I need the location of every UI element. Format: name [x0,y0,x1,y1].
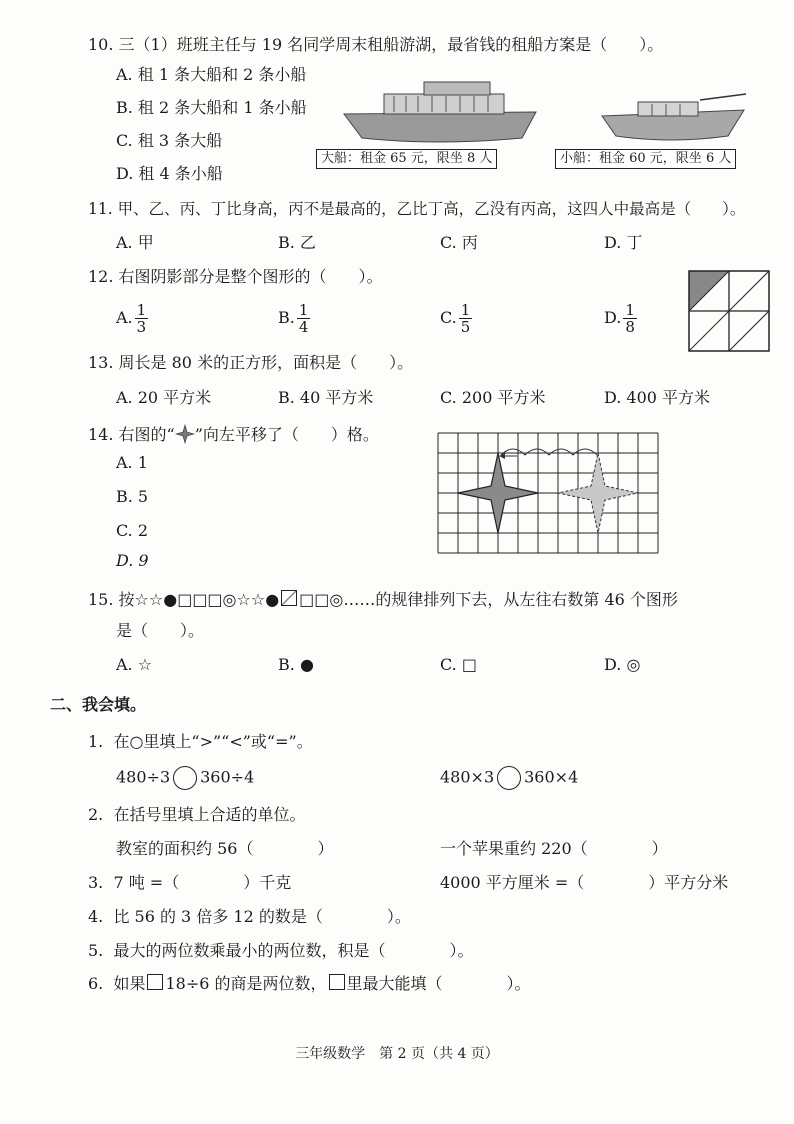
shaded-grid-figure [688,270,770,352]
compare-circle-left[interactable] [173,766,197,790]
q12-option-b: B. $\frac{1}{4}$ [278,301,309,336]
q11-option-d: D. 丁 [604,233,643,252]
q13-text: 13. 周长是 80 米的正方形，面积是（ ）。 [88,353,414,372]
fill-item-6: 6. 如果 18÷6 的商是两位数， 里最大能填（ ）。 [88,974,531,993]
q12-option-c: C. $\frac{1}{5}$ [440,301,471,336]
q14-option-c: C. 2 [116,521,149,540]
q15-text: 15. 按☆☆●□□□◎☆☆● □□◎……的规律排列下去，从左往右数第 46 个图形 [88,590,678,609]
q10-option-c: C. 租 3 条大船 [116,131,223,150]
q10-option-a: A. 租 1 条大船和 2 条小船 [116,65,307,84]
four-point-star-icon [175,424,195,444]
q12-option-a: A. $\frac{1}{3}$ [116,301,147,336]
q13-option-c: C. 200 平方米 [440,388,546,407]
unit-left: 教室的面积约 56（ ） [116,839,334,858]
q15-option-c: C. □ [440,655,477,674]
fill-item-5: 5. 最大的两位数乘最小的两位数，积是（ ）。 [88,941,474,960]
fill-item-3: 3. 7 吨 =（ ）千克 [88,873,292,892]
unit-right: 一个苹果重约 220（ ） [440,839,668,858]
compare-circle-right[interactable] [497,766,521,790]
compare-right: 480×3 360×4 [440,766,578,790]
fill-item-1: 1. 在○里填上“>”“<”或“=”。 [88,732,313,751]
fill-item-4: 4. 比 56 的 3 倍多 12 的数是（ ）。 [88,907,411,926]
small-boat-image [600,90,750,146]
translation-grid-figure [437,432,661,556]
compare-left: 480÷3 360÷4 [116,766,254,790]
q10-option-d: D. 租 4 条小船 [116,164,223,183]
q11-text: 11. 甲、乙、丙、丁比身高，丙不是最高的，乙比丁高，乙没有丙高，这四人中最高是（ ）。 [88,200,746,218]
blank-box-ref [329,974,345,990]
q15-option-a: A. ☆ [116,655,153,674]
q12-text: 12. 右图阴影部分是整个图形的（ ）。 [88,267,383,286]
page-footer: 三年级数学 第 2 页（共 4 页） [295,1046,499,1062]
section-2-title: 二、我会填。 [50,695,147,714]
q13-option-a: A. 20 平方米 [116,388,212,407]
small-boat-caption: 小船：租金 60 元，限坐 6 人 [555,149,736,169]
fill-item-2: 2. 在括号里填上合适的单位。 [88,805,306,824]
big-boat-caption: 大船：租金 65 元，限坐 8 人 [316,149,497,169]
moved-star-shape [458,453,538,533]
move-arcs [501,449,597,455]
q13-option-d: D. 400 平方米 [604,388,711,407]
q15-option-b: B. ● [278,655,314,674]
q11-option-a: A. 甲 [116,233,154,252]
conversion-right: 4000 平方厘米 =（ ）平方分米 [440,873,729,892]
q13-option-b: B. 40 平方米 [278,388,374,407]
q11-option-b: B. 乙 [278,233,316,252]
q15-text-line2: 是（ ）。 [116,621,205,640]
q15-option-d: D. ◎ [604,655,641,674]
q10-text: 10. 三（1）班班主任与 19 名同学周末租船游湖，最省钱的租船方案是（ ）。 [88,35,664,54]
original-star-shape [558,453,638,533]
big-boat-image [340,76,540,148]
q14-option-d: D. 9 [116,551,149,570]
q14-option-b: B. 5 [116,487,149,506]
q10-option-b: B. 租 2 条大船和 1 条小船 [116,98,307,117]
q12-option-d: D. $\frac{1}{8}$ [604,301,635,336]
blank-box[interactable] [147,974,163,990]
q14-option-a: A. 1 [116,453,148,472]
q11-option-c: C. 丙 [440,233,478,252]
q14-text: 14. 右图的“ ”向左平移了（ ）格。 [88,425,379,444]
